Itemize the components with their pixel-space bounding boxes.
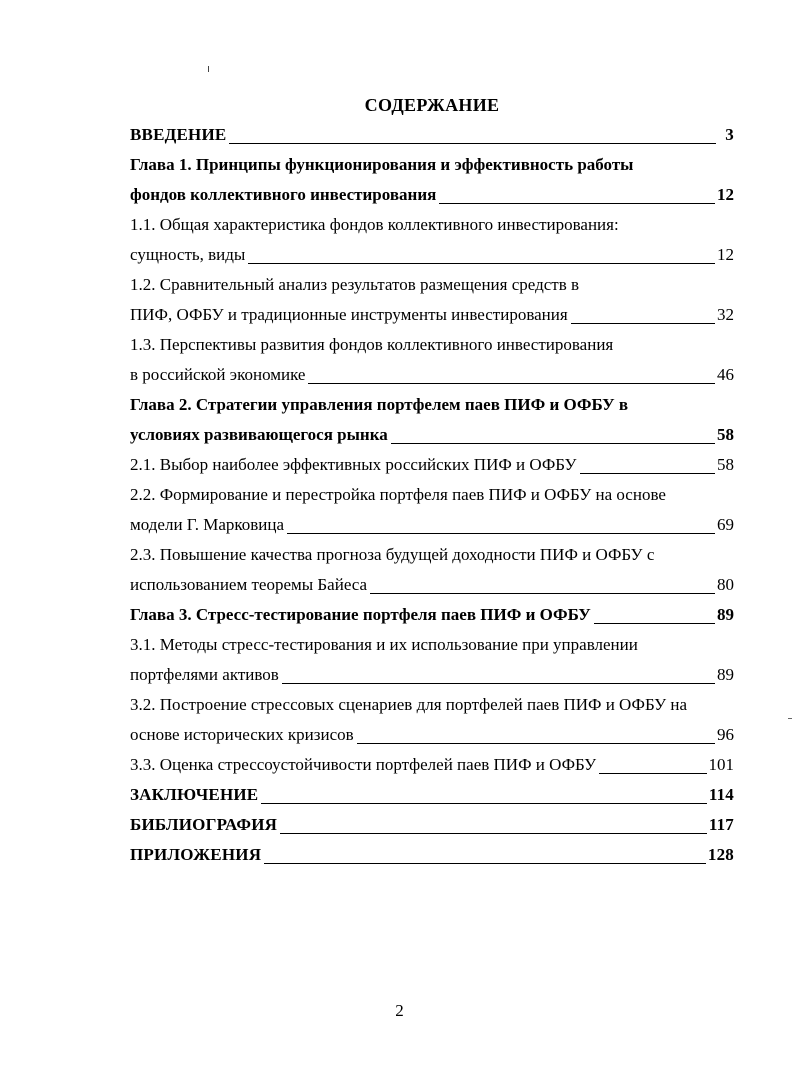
toc-entry-text: ВВЕДЕНИЕ [130, 125, 227, 144]
toc-page-number: 46 [717, 365, 734, 384]
toc-entry-line [130, 810, 734, 840]
toc-page-number: 128 [707, 845, 734, 864]
toc-entry [130, 840, 734, 870]
scan-mark [208, 66, 209, 72]
toc-entry-text: 1.3. Перспективы развития фондов коллективного инвестирования [130, 335, 614, 354]
toc-entry-line [130, 360, 734, 390]
toc-entry-text: условиях развивающегося рынка [130, 425, 388, 444]
toc-entry [130, 150, 734, 210]
toc-entry-line [130, 600, 734, 630]
toc-entry-text: 2.2. Формирование и перестройка портфеля паев ПИФ и ОФБУ на основе [130, 485, 666, 504]
toc-entry-line [130, 300, 734, 330]
toc-entry-line [130, 450, 734, 480]
toc-entry [130, 450, 734, 480]
toc-page-number: 12 [717, 245, 734, 264]
toc-entry-text: 1.2. Сравнительный анализ результатов размещения средств в [130, 275, 580, 294]
toc-entry-line [130, 510, 734, 540]
toc-entry-line [130, 180, 734, 210]
toc-entry [130, 780, 734, 810]
toc-leader-line [599, 773, 706, 774]
toc-entry-text: 2.3. Повышение качества прогноза будущей доходности ПИФ и ОФБУ с [130, 545, 655, 564]
toc-entry-text: сущность, виды [130, 245, 246, 264]
toc-entry-text: модели Г. Марковица [130, 515, 285, 534]
toc-entry-text: Глава 2. Стратегии управления портфелем паев ПИФ и ОФБУ в [130, 395, 629, 414]
toc-leader-line [571, 323, 715, 324]
toc-entry-text: 1.1. Общая характеристика фондов коллективного инвестирования: [130, 215, 619, 234]
toc-page-number: 101 [708, 755, 734, 774]
toc-page-number: 12 [717, 185, 734, 204]
toc-page-number: 69 [717, 515, 734, 534]
toc-entry-text: портфелями активов [130, 665, 279, 684]
toc-entry [130, 750, 734, 780]
toc-entry-text: использованием теоремы Байеса [130, 575, 368, 594]
toc-entry-line [130, 630, 734, 660]
toc-entry-text: 3.1. Методы стресс-тестирования и их использование при управлении [130, 635, 638, 654]
toc-page-number: 114 [708, 785, 734, 804]
toc-entry-text: БИБЛИОГРАФИЯ [130, 815, 278, 834]
toc-entry-line [130, 720, 734, 750]
toc-page-number: 58 [717, 425, 734, 444]
toc-page-number: 58 [717, 455, 734, 474]
toc-entry-text: фондов коллективного инвестирования [130, 185, 437, 204]
toc-entry-line [130, 780, 734, 810]
toc-entry [130, 210, 734, 270]
toc-leader-line [229, 143, 716, 144]
toc-entry [130, 600, 734, 630]
toc-entry-line [130, 690, 734, 720]
toc-page-number: 80 [717, 575, 734, 594]
toc-entry-line [130, 420, 734, 450]
toc-entry-text: 2.1. Выбор наиболее эффективных российских ПИФ и ОФБУ [130, 455, 577, 474]
toc-leader-line [264, 863, 706, 864]
toc-entry-line [130, 480, 734, 510]
toc-entry [130, 810, 734, 840]
toc-entry-text: основе исторических кризисов [130, 725, 354, 744]
toc-entry-text: в российской экономике [130, 365, 306, 384]
toc-page-number: 89 [717, 665, 734, 684]
toc-entry-line [130, 840, 734, 870]
toc-page-number: 32 [717, 305, 734, 324]
toc-entry-line [130, 540, 734, 570]
toc-entry [130, 270, 734, 330]
toc-entry-line [130, 120, 734, 150]
toc-entry [130, 120, 734, 150]
toc-entry-text: 3.3. Оценка стрессоустойчивости портфелей паев ПИФ и ОФБУ [130, 755, 597, 774]
toc-leader-line [370, 593, 715, 594]
toc-entry [130, 630, 734, 690]
toc-entry-line [130, 150, 734, 180]
toc-entry-text: ЗАКЛЮЧЕНИЕ [130, 785, 259, 804]
toc-entry-line [130, 330, 734, 360]
toc-leader-line [261, 803, 706, 804]
toc-entry [130, 690, 734, 750]
toc-page-number: 117 [708, 815, 734, 834]
toc-entry-line [130, 240, 734, 270]
toc-page-number: 89 [717, 605, 734, 624]
toc-entry-text: 3.2. Построение стрессовых сценариев для портфелей паев ПИФ и ОФБУ на [130, 695, 688, 714]
toc-entry-text: ПРИЛОЖЕНИЯ [130, 845, 262, 864]
toc-entry [130, 540, 734, 600]
toc-page-number: 96 [717, 725, 734, 744]
toc-leader-line [594, 623, 715, 624]
toc-entry-line [130, 270, 734, 300]
toc-leader-line [287, 533, 715, 534]
toc-page-number: 3 [725, 125, 734, 144]
toc-entry [130, 330, 734, 390]
toc-leader-line [439, 203, 715, 204]
toc-leader-line [280, 833, 707, 834]
toc-leader-line [391, 443, 715, 444]
toc-leader-line [580, 473, 716, 474]
toc-entry-line [130, 390, 734, 420]
toc-entry-text: Глава 1. Принципы функционирования и эффективность работы [130, 155, 634, 174]
toc-entry [130, 390, 734, 450]
toc-entry-text: Глава 3. Стресс-тестирование портфеля паев ПИФ и ОФБУ [130, 605, 591, 624]
toc-leader-line [282, 683, 715, 684]
toc-entry [130, 480, 734, 540]
toc-entry-line [130, 750, 734, 780]
scan-mark [788, 718, 792, 719]
toc-leader-line [308, 383, 715, 384]
toc-entry-line [130, 660, 734, 690]
table-of-contents [130, 120, 734, 870]
page-number: 2 [395, 1001, 404, 1020]
toc-entry-text: ПИФ, ОФБУ и традиционные инструменты инвестирования [130, 305, 568, 324]
toc-leader-line [357, 743, 715, 744]
toc-leader-line [248, 263, 715, 264]
toc-entry-line [130, 210, 734, 240]
toc-entry-line [130, 570, 734, 600]
page-title: СОДЕРЖАНИЕ [364, 95, 500, 115]
